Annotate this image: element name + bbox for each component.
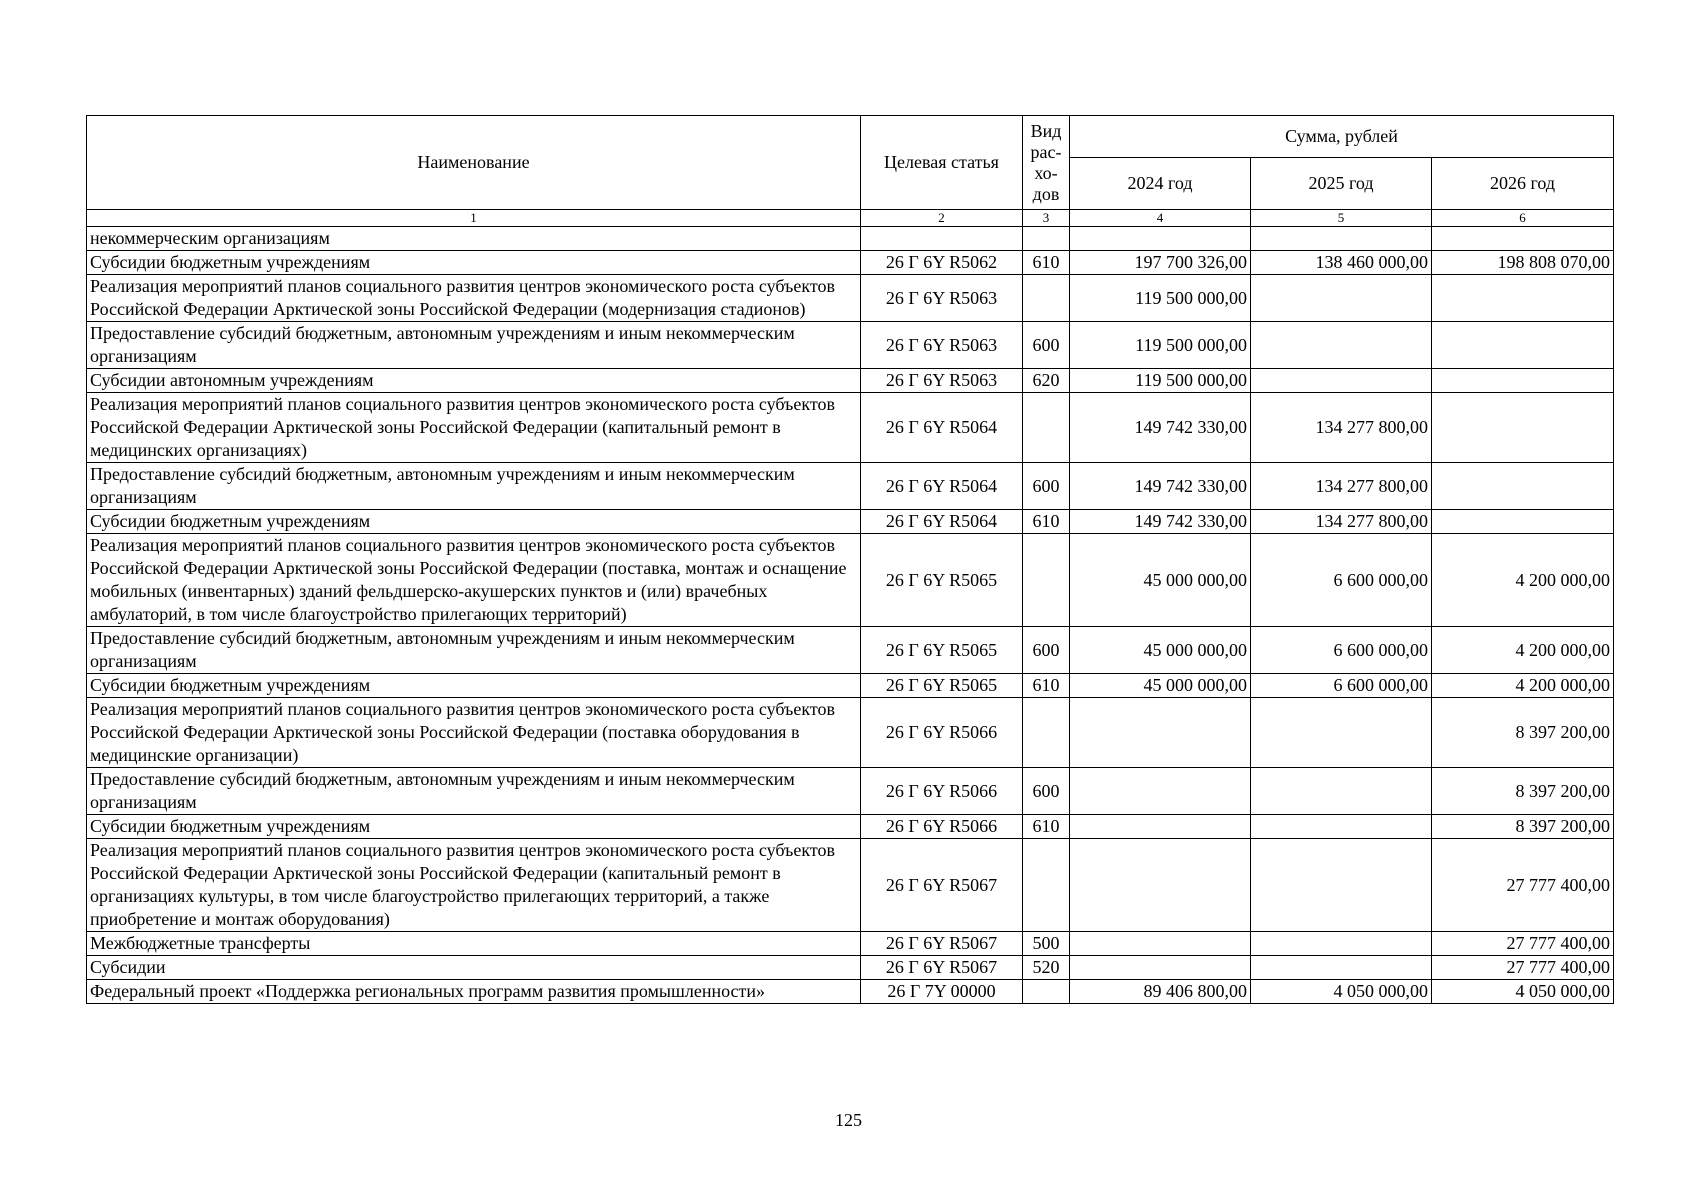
target-article-cell: 26 Г 6Y R5064	[861, 393, 1023, 463]
target-article-cell	[861, 227, 1023, 251]
table-row	[87, 698, 1614, 768]
amount-2025-cell	[1251, 369, 1432, 393]
target-article-cell: 26 Г 6Y R5064	[861, 510, 1023, 534]
table-row	[87, 627, 1614, 674]
amount-2026-cell: 27 777 400,00	[1432, 839, 1614, 932]
expense-type-cell: 610	[1023, 251, 1070, 275]
amount-2024-cell: 45 000 000,00	[1070, 627, 1251, 674]
amount-2026-cell: 4 200 000,00	[1432, 674, 1614, 698]
column-number: 1	[87, 210, 861, 227]
target-article-cell: 26 Г 6Y R5066	[861, 698, 1023, 768]
target-article-cell: 26 Г 6Y R5067	[861, 932, 1023, 956]
amount-2024-cell	[1070, 768, 1251, 815]
expense-type-cell: 610	[1023, 510, 1070, 534]
table-row	[87, 322, 1614, 369]
column-number: 3	[1023, 210, 1070, 227]
target-article-cell: 26 Г 7Y 00000	[861, 980, 1023, 1004]
amount-2024-cell	[1070, 227, 1251, 251]
row-name-cell: Реализация мероприятий планов социального развития центров экономического роста субъектов Российской Федерации Арктической зоны Российской Федерации (капитальный ремонт в организациях культуры, в том числе благоустройство прилегающих территорий, а также приобретение и монтаж оборудования)	[87, 839, 861, 932]
row-name-cell: Предоставление субсидий бюджетным, автономным учреждениям и иным некоммерческим организациям	[87, 322, 861, 369]
table-row	[87, 251, 1614, 275]
amount-2026-cell: 4 200 000,00	[1432, 627, 1614, 674]
amount-2024-cell: 45 000 000,00	[1070, 674, 1251, 698]
expense-type-cell	[1023, 534, 1070, 627]
column-number: 6	[1432, 210, 1614, 227]
expense-type-cell	[1023, 839, 1070, 932]
target-article-cell: 26 Г 6Y R5065	[861, 674, 1023, 698]
row-name-cell: Предоставление субсидий бюджетным, автономным учреждениям и иным некоммерческим организациям	[87, 768, 861, 815]
row-name-cell: Субсидии автономным учреждениям	[87, 369, 861, 393]
expense-type-cell: 600	[1023, 322, 1070, 369]
amount-2026-cell: 198 808 070,00	[1432, 251, 1614, 275]
amount-2026-cell	[1432, 322, 1614, 369]
expense-type-cell	[1023, 980, 1070, 1004]
amount-2025-cell	[1251, 227, 1432, 251]
table-row	[87, 839, 1614, 932]
row-name-cell: Межбюджетные трансферты	[87, 932, 861, 956]
amount-2026-cell: 8 397 200,00	[1432, 698, 1614, 768]
expense-type-cell: 600	[1023, 463, 1070, 510]
target-article-cell: 26 Г 6Y R5064	[861, 463, 1023, 510]
amount-2024-cell	[1070, 698, 1251, 768]
amount-2025-cell: 6 600 000,00	[1251, 534, 1432, 627]
amount-2026-cell	[1432, 227, 1614, 251]
header-name: Наименование	[87, 116, 861, 210]
expense-type-cell	[1023, 275, 1070, 322]
amount-2025-cell: 134 277 800,00	[1251, 463, 1432, 510]
header-sum: Сумма, рублей	[1070, 116, 1614, 158]
amount-2025-cell: 4 050 000,00	[1251, 980, 1432, 1004]
amount-2026-cell: 4 200 000,00	[1432, 534, 1614, 627]
row-name-cell: Реализация мероприятий планов социального развития центров экономического роста субъектов Российской Федерации Арктической зоны Российской Федерации (поставка оборудования в медицинские организации)	[87, 698, 861, 768]
amount-2025-cell	[1251, 815, 1432, 839]
amount-2024-cell	[1070, 815, 1251, 839]
row-name-cell: Субсидии бюджетным учреждениям	[87, 251, 861, 275]
row-name-cell: Субсидии бюджетным учреждениям	[87, 510, 861, 534]
expense-type-cell	[1023, 698, 1070, 768]
amount-2025-cell	[1251, 275, 1432, 322]
row-name-cell: Федеральный проект «Поддержка региональных программ развития промышленности»	[87, 980, 861, 1004]
amount-2026-cell	[1432, 510, 1614, 534]
amount-2024-cell: 119 500 000,00	[1070, 322, 1251, 369]
amount-2025-cell: 6 600 000,00	[1251, 627, 1432, 674]
table-row	[87, 768, 1614, 815]
target-article-cell: 26 Г 6Y R5062	[861, 251, 1023, 275]
amount-2026-cell: 8 397 200,00	[1432, 768, 1614, 815]
amount-2024-cell: 149 742 330,00	[1070, 463, 1251, 510]
expense-type-cell: 620	[1023, 369, 1070, 393]
header-year-2025: 2025 год	[1251, 158, 1432, 210]
table-row	[87, 463, 1614, 510]
expense-type-cell: 500	[1023, 932, 1070, 956]
target-article-cell: 26 Г 6Y R5067	[861, 839, 1023, 932]
header-year-2024: 2024 год	[1070, 158, 1251, 210]
amount-2025-cell	[1251, 956, 1432, 980]
target-article-cell: 26 Г 6Y R5065	[861, 534, 1023, 627]
table-row	[87, 956, 1614, 980]
amount-2026-cell: 27 777 400,00	[1432, 956, 1614, 980]
row-name-cell: Реализация мероприятий планов социального развития центров экономического роста субъектов Российской Федерации Арктической зоны Российской Федерации (капитальный ремонт в медицинских организациях)	[87, 393, 861, 463]
target-article-cell: 26 Г 6Y R5066	[861, 768, 1023, 815]
amount-2024-cell	[1070, 932, 1251, 956]
amount-2024-cell: 149 742 330,00	[1070, 393, 1251, 463]
row-name-cell: Предоставление субсидий бюджетным, автономным учреждениям и иным некоммерческим организациям	[87, 463, 861, 510]
target-article-cell: 26 Г 6Y R5067	[861, 956, 1023, 980]
amount-2026-cell: 4 050 000,00	[1432, 980, 1614, 1004]
table-row	[87, 510, 1614, 534]
amount-2026-cell	[1432, 275, 1614, 322]
table-row	[87, 227, 1614, 251]
amount-2024-cell: 119 500 000,00	[1070, 369, 1251, 393]
amount-2026-cell	[1432, 393, 1614, 463]
amount-2026-cell: 8 397 200,00	[1432, 815, 1614, 839]
amount-2024-cell: 45 000 000,00	[1070, 534, 1251, 627]
header-expense-type-line: рас-	[1030, 141, 1062, 162]
amount-2025-cell: 134 277 800,00	[1251, 393, 1432, 463]
column-number: 4	[1070, 210, 1251, 227]
row-name-cell: Субсидии бюджетным учреждениям	[87, 815, 861, 839]
table-row	[87, 980, 1614, 1004]
expense-type-cell: 600	[1023, 768, 1070, 815]
amount-2025-cell	[1251, 839, 1432, 932]
amount-2025-cell	[1251, 322, 1432, 369]
header-expense-type-line: Вид	[1030, 120, 1062, 141]
header-expense-type	[1023, 116, 1070, 210]
row-name-cell: Реализация мероприятий планов социального развития центров экономического роста субъектов Российской Федерации Арктической зоны Российской Федерации (поставка, монтаж и оснащение мобильных (инвентарных) зданий фельдшерско-акушерских пунктов и (или) врачебных амбулаторий, в том числе благоустройство прилегающих территорий)	[87, 534, 861, 627]
table-row	[87, 932, 1614, 956]
amount-2024-cell	[1070, 956, 1251, 980]
expense-type-cell: 610	[1023, 815, 1070, 839]
column-number: 5	[1251, 210, 1432, 227]
table-row	[87, 369, 1614, 393]
expense-type-cell: 600	[1023, 627, 1070, 674]
row-name-cell: Субсидии бюджетным учреждениям	[87, 674, 861, 698]
target-article-cell: 26 Г 6Y R5065	[861, 627, 1023, 674]
amount-2026-cell: 27 777 400,00	[1432, 932, 1614, 956]
target-article-cell: 26 Г 6Y R5063	[861, 369, 1023, 393]
amount-2025-cell	[1251, 698, 1432, 768]
row-name-cell: Реализация мероприятий планов социального развития центров экономического роста субъектов Российской Федерации Арктической зоны Российской Федерации (модернизация стадионов)	[87, 275, 861, 322]
table-row	[87, 534, 1614, 627]
amount-2024-cell: 149 742 330,00	[1070, 510, 1251, 534]
amount-2024-cell: 89 406 800,00	[1070, 980, 1251, 1004]
expense-type-cell	[1023, 227, 1070, 251]
amount-2026-cell	[1432, 463, 1614, 510]
table-row	[87, 393, 1614, 463]
row-name-cell: Субсидии	[87, 956, 861, 980]
table-row	[87, 275, 1614, 322]
table-row	[87, 674, 1614, 698]
row-name-cell: Предоставление субсидий бюджетным, автономным учреждениям и иным некоммерческим организациям	[87, 627, 861, 674]
budget-table	[86, 115, 1614, 1004]
amount-2025-cell: 134 277 800,00	[1251, 510, 1432, 534]
column-number-row	[87, 210, 1614, 227]
expense-type-cell	[1023, 393, 1070, 463]
target-article-cell: 26 Г 6Y R5066	[861, 815, 1023, 839]
header-year-2026: 2026 год	[1432, 158, 1614, 210]
expense-type-cell: 520	[1023, 956, 1070, 980]
target-article-cell: 26 Г 6Y R5063	[861, 322, 1023, 369]
header-expense-type-line: хо-	[1034, 162, 1058, 183]
page-number: 125	[835, 1110, 862, 1130]
row-name-cell: некоммерческим организациям	[87, 227, 861, 251]
amount-2025-cell: 138 460 000,00	[1251, 251, 1432, 275]
amount-2024-cell	[1070, 839, 1251, 932]
target-article-cell: 26 Г 6Y R5063	[861, 275, 1023, 322]
amount-2025-cell	[1251, 932, 1432, 956]
amount-2026-cell	[1432, 369, 1614, 393]
amount-2025-cell	[1251, 768, 1432, 815]
header-target-article: Целевая статья	[861, 116, 1023, 210]
table-row	[87, 815, 1614, 839]
amount-2025-cell: 6 600 000,00	[1251, 674, 1432, 698]
header-expense-type-line: дов	[1032, 183, 1060, 204]
amount-2024-cell: 197 700 326,00	[1070, 251, 1251, 275]
column-number: 2	[861, 210, 1023, 227]
expense-type-cell: 610	[1023, 674, 1070, 698]
amount-2024-cell: 119 500 000,00	[1070, 275, 1251, 322]
